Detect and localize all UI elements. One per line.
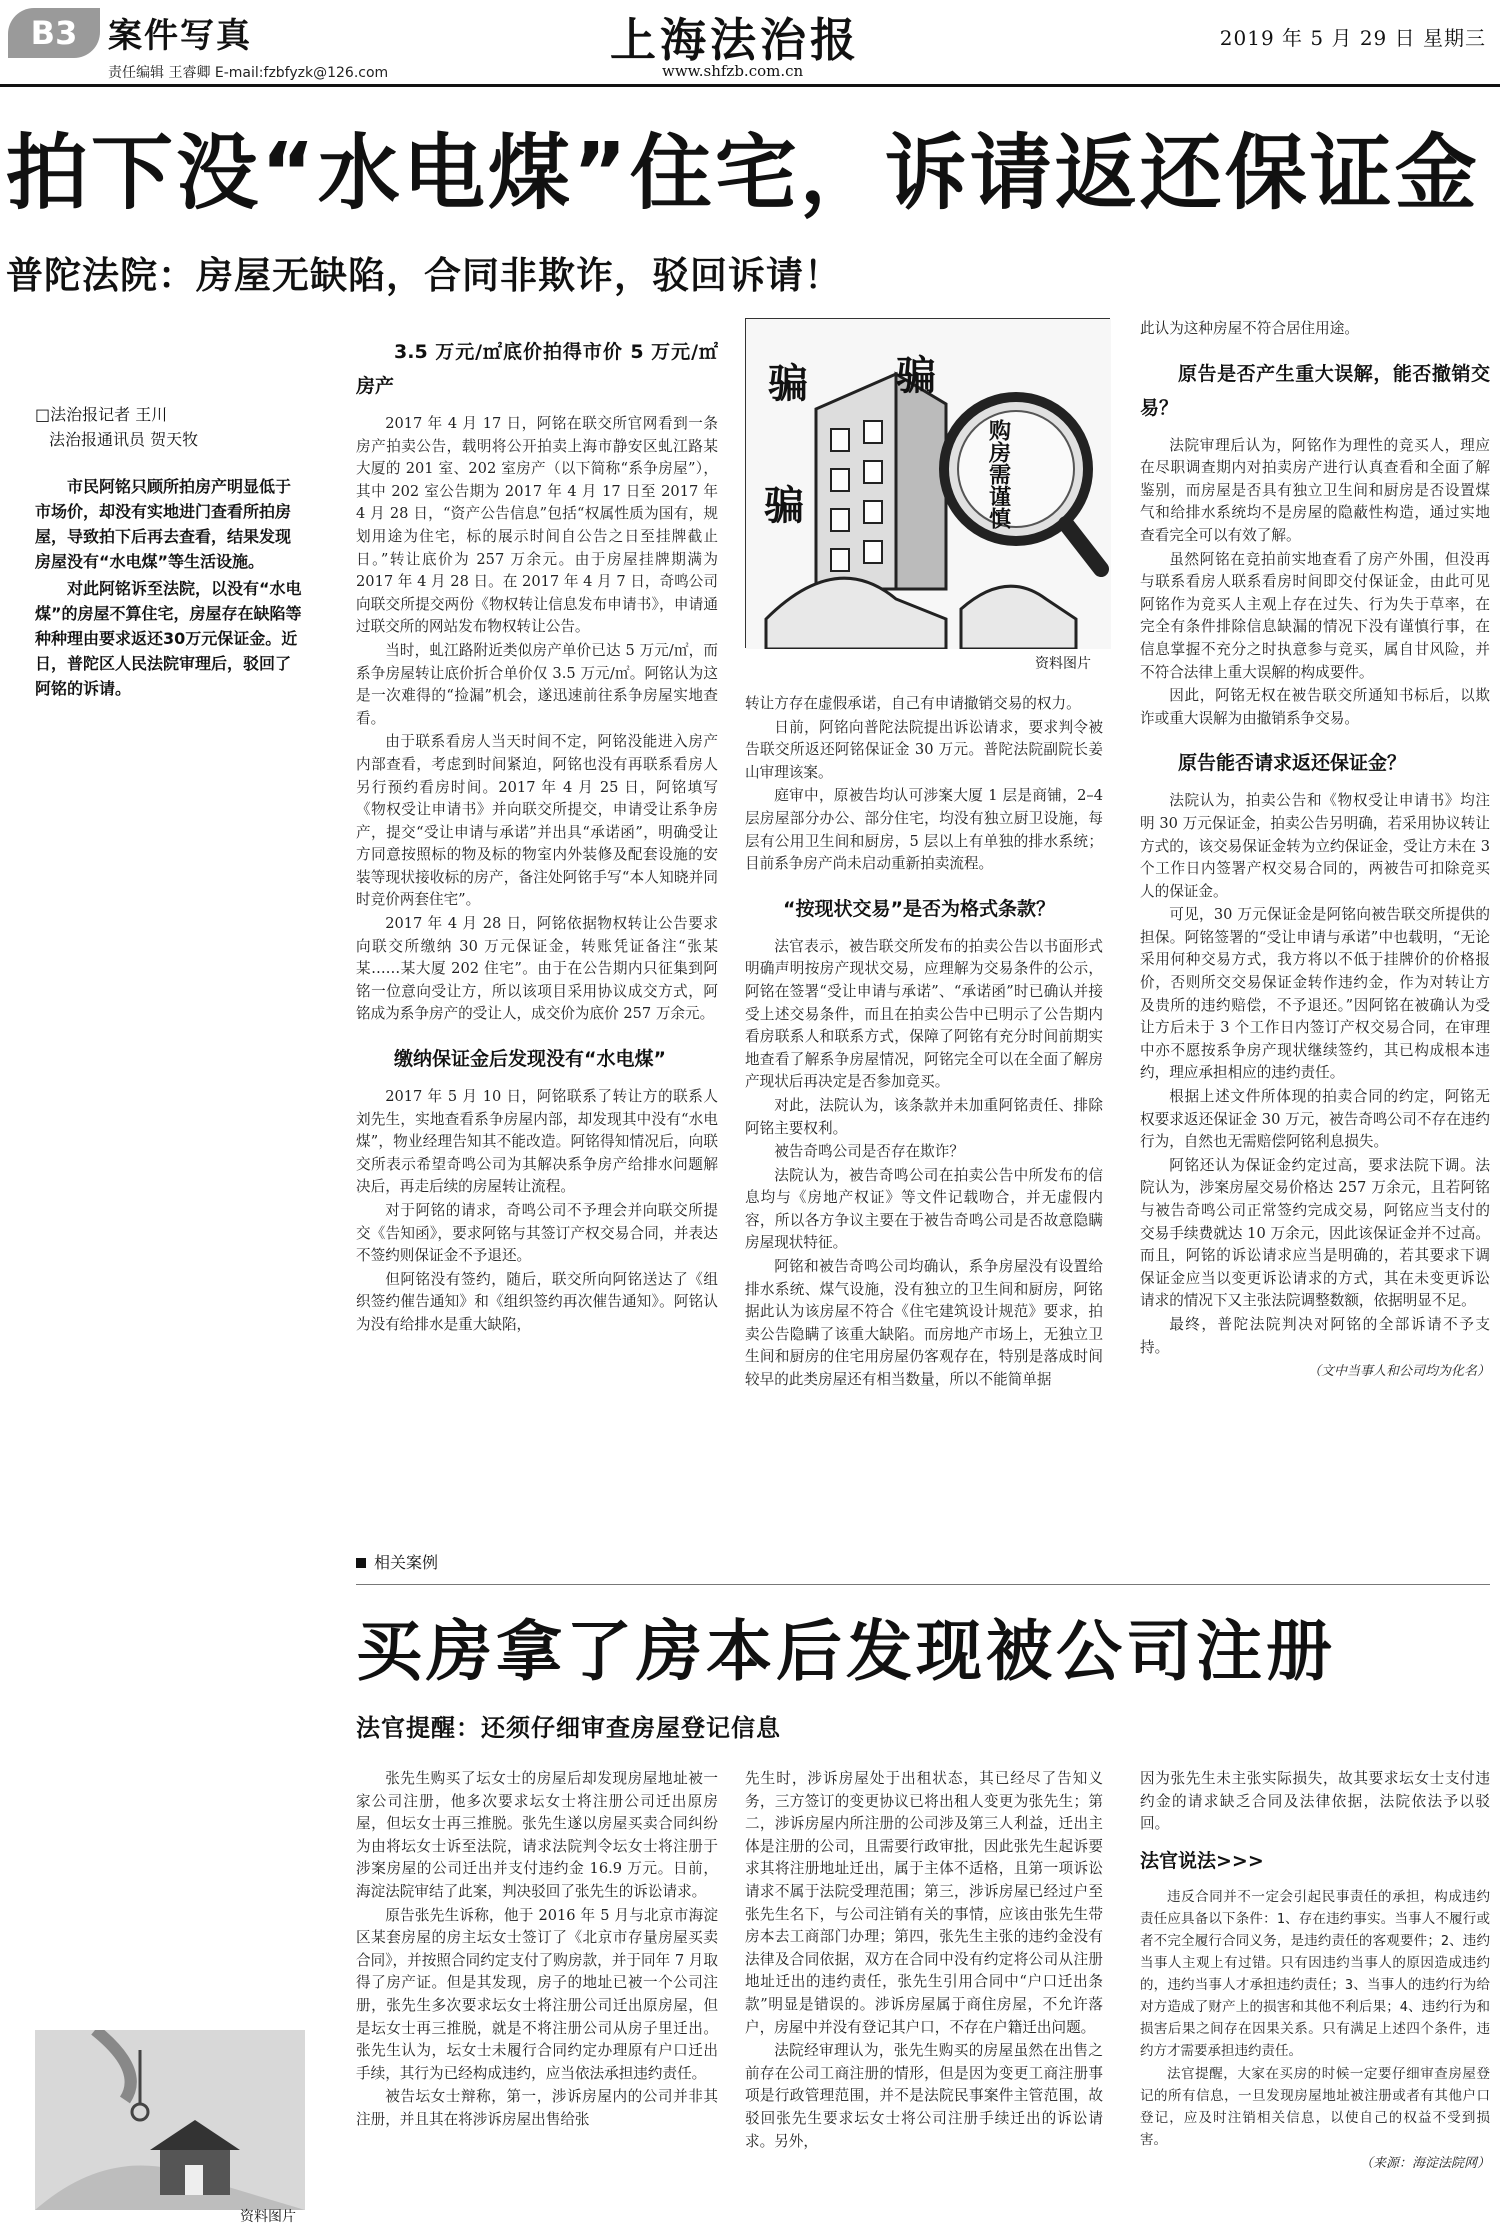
byline-reporter: □法治报记者 王川 <box>35 405 168 424</box>
fraud-word: 骗 <box>768 361 808 407</box>
magnifier-caption: 购房需谨慎 <box>985 419 1011 529</box>
site-url[interactable]: www.shfzb.com.cn <box>662 62 804 80</box>
body-paragraph: 阿铭和被告奇鸣公司均确认，系争房屋没有设置给排水系统、煤气设施，没有独立的卫生间和厨房，阿铭据此认为该房屋不符合《住宅建筑设计规范》要求，拍卖公告隐瞒了该重大缺陷。而房地产市场上，无独立卫生间和厨房的住宅用房屋仍客观存在，特别是落成时间较早的此类房屋还有相当数量，所以不能简单据 <box>745 1258 1103 1389</box>
byline-correspondent: 法治报通讯员 贺天牧 <box>49 430 199 449</box>
judge-paragraph: 法官提醒，大家在买房的时候一定要仔细审查房屋登记的所有信息，一旦发现房屋地址被注册或者有其他户口登记，应及时注销相关信息，以使自己的权益不受到损害。 <box>1140 2065 1490 2148</box>
photo-caption: 资料图片 <box>240 2209 296 2225</box>
masthead <box>0 0 1500 86</box>
lead-paragraph: 市民阿铭只顾所拍房产明显低于市场价，却没有实地进门查看所拍房屋，导致拍下后再去查看，结果发现房屋没有“水电煤”等生活设施。 <box>35 477 292 571</box>
judge-commentary <box>1140 1844 1490 2176</box>
judge-credit: （来源：海淀法院网） <box>1359 2155 1490 2171</box>
article-column-3 <box>1140 318 1490 1510</box>
body-paragraph: 法院审理后认为，阿铭作为理性的竞买人，理应在尽职调查期内对拍卖房产进行认真查看和全面了解鉴别，而房屋是否具有独立卫生间和厨房是否设置煤气和给排水系统均不是房屋的隐蔽性构造，通过实地查看完全可以有效了解。 <box>1140 436 1490 544</box>
illustration <box>745 318 1110 648</box>
judge-paragraph: 违反合同并不一定会引起民事责任的承担，构成违约责任应具备以下条件：1、存在违约事实。当事人不履行或者不完全履行合同义务，是违约责任的客观要件；2、违约当事人主观上有过错。只有因违约当事人的原因造成违约的，违约当事人才承担违约责任；3、当事人的违约行为给对方造成了财产上的损害和其他不利后果；4、违约行为和损害后果之间存在因果关系。只有满足上述四个条件，违约方才需要承担违约责任。 <box>1140 1888 1490 2059</box>
body-paragraph: 法官表示，被告联交所发布的拍卖公告以书面形式明确声明按房产现状交易，应理解为交易条件的公示，阿铭在签署“受让申请与承诺”、“承诺函”时已确认并接受上述交易条件，而且在拍卖公告中已明示了公告期内看房联系人和联系方式，保障了阿铭有充分时间前期实地查看了解系争房屋情况，阿铭完全可以在全面了解房产现状后再决定是否参加竞买。 <box>745 937 1103 1091</box>
body-paragraph: 法院经审理认为，张先生购买的房屋虽然在出售之前存在公司工商注册的情形，但是因为变更工商注册事项是行政管理范围，并不是法院民事案件主管范围，故驳回张先生要求坛女士将公司注册手续迁出的诉讼请求。另外， <box>745 2042 1103 2150</box>
body-paragraph: 对此，法院认为，该条款并未加重阿铭责任、排除阿铭主要权利。 <box>745 1096 1103 1137</box>
square-bullet-icon <box>356 1558 366 1568</box>
body-paragraph: 转让方存在虚假承诺，自己有申请撤销交易的权力。 <box>745 695 1081 712</box>
editor-line: 责任编辑 王睿卿 E-mail:fzbfyzk@126.com <box>108 65 389 81</box>
lead-paragraphs <box>35 474 305 701</box>
body-paragraph: 但阿铭没有签约，随后，联交所向阿铭送达了《组织签约催告通知》和《组织签约再次催告通知》。阿铭认为没有给排水是重大缺陷， <box>356 1270 718 1333</box>
section-heading: 原告是否产生重大误解，能否撤销交易？ <box>1140 362 1490 419</box>
fraud-illustration <box>746 319 1111 649</box>
body-paragraph: 可见，30 万元保证金是阿铭向被告联交所提供的担保。阿铭签署的“受让申请与承诺”中也载明，“无论采用何种交易方式，我方将以不低于挂牌价的价格报价，否则所交交易保证金转作违约金，作为对转让方及贵所的违约赔偿，不予退还。”因阿铭在被确认为受让方后未于 3 个工作日内签订产权交易合同，在审理中亦不愿按系争房产现状继续签约，其已构成根本违约，理应承担相应的违约责任。 <box>1140 906 1490 1082</box>
house-key-photo <box>35 2030 305 2210</box>
section-heading: “按现状交易”是否为格式条款？ <box>783 897 1055 920</box>
body-paragraph: 张先生购买了坛女士的房屋后却发现房屋地址被一家公司注册，他多次要求坛女士将注册公司迁出原房屋，但坛女士再三推脱。张先生遂以房屋买卖合同纠纷为由将坛女士诉至法院，请求法院判令坛女士将注册于涉案房屋的公司迁出并支付违约金 16.9 万元。日前，海淀法院审结了此案，判决驳回了张先生的诉讼请求。 <box>356 1770 718 1900</box>
body-paragraph: 2017 年 5 月 10 日，阿铭联系了转让方的联系人刘先生，实地查看系争房屋内部，却发现其中没有“水电煤”，物业经理告知其不能改造。阿铭得知情况后，向联交所表示希望奇鸣公司为其解决系争房产给排水问题解决后，再走后续的房屋转让流程。 <box>356 1088 718 1196</box>
section-heading: 原告能否请求返还保证金？ <box>1178 752 1407 775</box>
body-paragraph: 2017 年 4 月 17 日，阿铭在联交所官网看到一条房产拍卖公告，载明将公开拍卖上海市静安区虬江路某大厦的 201 室、202 室房产（以下简称“系争房屋”），其中 202 室公告期为 2017 年 4 月 17 日至 2017 年 4 月 28 日，“资产公告信息”包括“权属性质为国有，规划用途为住宅，标的展示时间自公告之日至挂牌截止日。”转让底价为 257 万余元。由于房屋挂牌期满为 2017 年 4 月 28 日。在 2017 年 4 月 7 日，奇鸣公司向联交所提交两份《物权转让信息发布申请书》，申请通过联交所的网站发布物权转让公告。 <box>356 415 718 636</box>
body-paragraph: 因为张先生未主张实际损失，故其要求坛女士支付违约金的请求缺乏合同及法律依据，法院依法予以驳回。 <box>1140 1770 1490 1833</box>
lead-paragraph: 对此阿铭诉至法院，以没有“水电煤”的房屋不算住宅，房屋存在缺陷等种种理由要求返还30万元保证金。近日，普陀区人民法院审理后，驳回了阿铭的诉请。 <box>35 579 302 698</box>
body-paragraph: 最终，普陀法院判决对阿铭的全部诉请不予支持。 <box>1140 1315 1490 1356</box>
header-rule <box>0 84 1500 87</box>
body-paragraph: 2017 年 4 月 28 日，阿铭依据物权转让公告要求向联交所缴纳 30 万元保证金，转账凭证备注“张某某……某大厦 202 住宅”。由于在公告期内只征集到阿铭一位意向受让方，所以该项目采用协议成交方式，阿铭成为系争房产的受让人，成交价为底价 257 万余元。 <box>356 915 718 1023</box>
story-credit: （文中当事人和公司均为化名） <box>1307 1364 1490 1380</box>
body-paragraph: 庭审中，原被告均认可涉案大厦 1 层是商铺，2–4 层房屋部分办公、部分住宅，均没有独立厨卫设施，每层有公用卫生间和厨房，5 层以上有单独的排水系统；目前系争房产尚未启动重新拍卖流程。 <box>745 787 1103 873</box>
section-heading: 缴纳保证金后发现没有“水电煤” <box>394 1048 666 1071</box>
page-badge: B3 <box>8 8 100 58</box>
body-paragraph: 由于联系看房人当天时间不定，阿铭没能进入房产内部查看，考虑到时间紧迫，阿铭也没有再联系看房人另行预约看房时间。2017 年 4 月 25 日，阿铭填写《物权受让申请书》并向联交所提交，申请受让系争房产，提交“受让申请与承诺”并出具“承诺函”，明确受让方同意按照标的物及标的物室内外装修及配套设施的安装等现状接收标的房产，备注处阿铭手写“本人知晓并同时竞价两套住宅”。 <box>356 733 718 909</box>
body-paragraph: 法院认为，被告奇鸣公司在拍卖公告中所发布的信息均与《房地产权证》等文件记载吻合，并无虚假内容，所以各方争议主要在于被告奇鸣公司是否故意隐瞒房屋现状特征。 <box>745 1166 1103 1252</box>
body-paragraph: 对于阿铭的请求，奇鸣公司不予理会并向联交所提交《告知函》，要求阿铭与其签订产权交易合同，并表达不签约则保证金不予退还。 <box>356 1202 718 1265</box>
body-paragraph: 虽然阿铭在竞拍前实地查看了房产外围，但没再与联系看房人联系看房时间即交付保证金，由此可见阿铭作为竞买人主观上存在过失、行为失于草率，在完全有条件排除信息缺漏的情况下没有谨慎行事，在信息掌握不充分之时执意参与竞买，属自甘风险，并不符合法律上重大误解的构成要件。 <box>1140 550 1490 681</box>
body-paragraph: 因此，阿铭无权在被告联交所通知书标后，以欺诈或重大误解为由撤销系争交易。 <box>1140 687 1490 727</box>
article-column-2 <box>745 693 1103 1510</box>
illustration-caption: 资料图片 <box>1035 656 1091 672</box>
body-paragraph: 日前，阿铭向普陀法院提出诉讼请求，要求判令被告联交所返还阿铭保证金 30 万元。普陀法院副院长姜山审理该案。 <box>745 718 1103 781</box>
related-case-label-text: 相关案例 <box>374 1553 439 1572</box>
fraud-word: 骗 <box>896 353 936 399</box>
related-case-label <box>356 1550 438 1573</box>
body-paragraph: 此认为这种房屋不符合居住用途。 <box>1140 320 1359 337</box>
related-subhead: 法官提醒：还须仔细审查房屋登记信息 <box>356 1714 781 1742</box>
section-heading: 3.5 万元/㎡底价拍得市价 5 万元/㎡房产 <box>356 341 718 397</box>
main-subhead: 普陀法院：房屋无缺陷，合同非欺诈，驳回诉请！ <box>6 254 842 297</box>
body-paragraph: 先生时，涉诉房屋处于出租状态，其已经尽了告知义务，三方签订的变更协议已将出租人变更为张先生；第二，涉诉房屋内所注册的公司涉及第三人利益，迁出主体是注册的公司，且需要行政审批，因此张先生起诉要求其将注册地址迁出，属于主体不适格，且第一项诉讼请求不属于法院受理范围；第三，涉诉房屋已经过户至张先生名下，与公司注销有关的事情，应该由张先生带房本去工商部门办理；第四，张先生主张的违约金没有法律及合同依据，双方在合同中没有约定将公司从注册地址迁出的违约责任，张先生引用合同中“户口迁出条款”明显是错误的。涉诉房屋属于商住房屋，不允许落户，房屋中并没有登记其户口，不存在户籍迁出问题。 <box>745 1770 1103 2036</box>
house-key-icon <box>35 2030 305 2210</box>
body-paragraph: 当时，虬江路附近类似房产单价已达 5 万元/㎡，而系争房屋转让底价折合单价仅 3.5 万元/㎡。阿铭认为这是一次难得的“捡漏”机会，遂迅速前往系争房屋实地查看。 <box>356 641 718 727</box>
related-column-2 <box>745 1768 1103 2222</box>
intro-column <box>35 402 305 703</box>
main-headline: 拍下没“水电煤”住宅，诉请返还保证金 <box>6 126 1480 221</box>
body-paragraph: 阿铭还认为保证金约定过高，要求法院下调。法院认为，涉案房屋交易价格达 257 万余元，且若阿铭与被告奇鸣公司正常签约完成交易，阿铭应当支付的交易手续费就达 10 万余元，因此该保证金并不过高。而且，阿铭的诉讼请求应当是明确的，若其要求下调保证金应当以变更诉讼请求的方式，其在未变更诉讼请求的情况下又主张法院调整数额，依据明显不足。 <box>1140 1156 1490 1310</box>
body-paragraph: 被告坛女士辩称，第一，涉诉房屋内的公司并非其注册，并且其在将涉诉房屋出售给张 <box>356 2088 718 2128</box>
body-paragraph: 法院认为，拍卖公告和《物权受让申请书》均注明 30 万元保证金，拍卖公告另明确，若采用协议转让方式的，该交易保证金转为立约保证金，受让方未在 3 个工作日内签署产权交易合同的，两被告可扣除竞买人的保证金。 <box>1140 792 1490 900</box>
byline <box>35 402 305 452</box>
section-divider <box>356 1584 1490 1585</box>
fraud-word: 骗 <box>764 483 804 529</box>
related-column-1 <box>356 1768 718 2222</box>
judge-title: 法官说法>>> <box>1140 1849 1264 1872</box>
body-paragraph: 原告张先生诉称，他于 2016 年 5 月与北京市海淀区某套房屋的房主坛女士签订了《北京市存量房屋买卖合同》，并按照合同约定支付了购房款，并于同年 7 月取得了房产证。但是其发现，房子的地址已被一个公司注册，张先生多次要求坛女士将注册公司迁出原房屋，但是坛女士再三推脱，就是不将注册公司从房子里迁出。张先生认为，坛女士未履行合同约定办理原有户口迁出手续，其行为已经构成违约，应当依法承担违约责任。 <box>356 1906 718 2082</box>
section-title: 案件写真 <box>108 16 252 56</box>
article-column-1 <box>356 335 718 1510</box>
body-paragraph: 被告奇鸣公司是否存在欺诈？ <box>774 1143 964 1161</box>
related-headline: 买房拿了房本后发现被公司注册 <box>356 1613 1336 1690</box>
body-paragraph: 根据上述文件所体现的拍卖合同的约定，阿铭无权要求返还保证金 30 万元，被告奇鸣公司不存在违约行为，自然也无需赔偿阿铭利息损失。 <box>1140 1088 1490 1151</box>
building-icon <box>816 374 946 589</box>
issue-date: 2019 年 5 月 29 日 星期三 <box>1219 26 1486 50</box>
related-column-3 <box>1140 1768 1490 2222</box>
newspaper-name: 上海法治报 <box>610 13 860 67</box>
